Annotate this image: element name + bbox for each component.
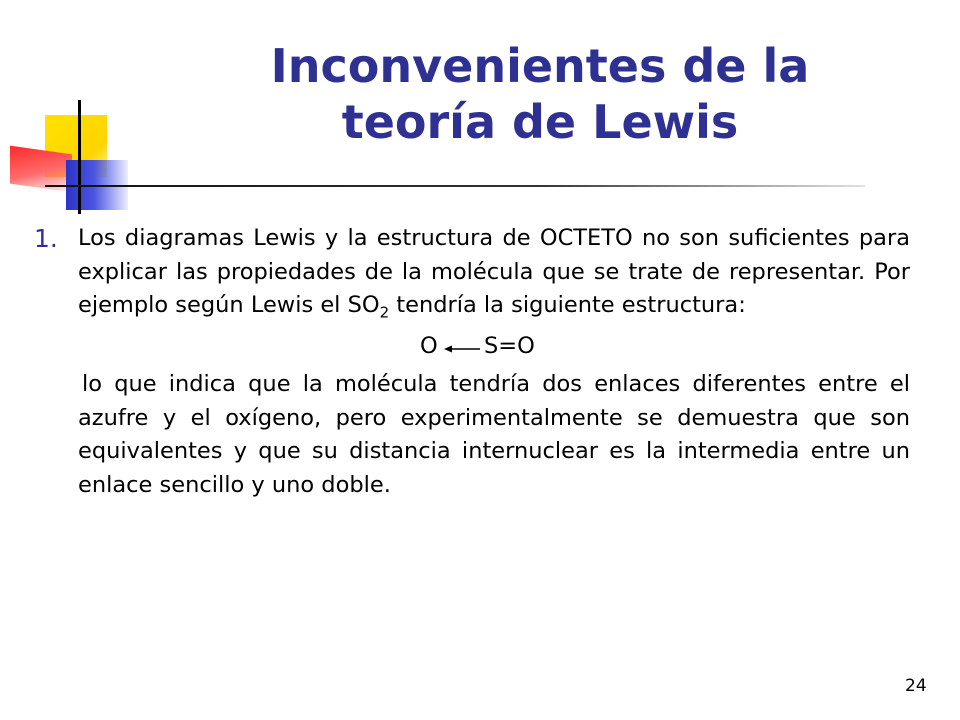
paragraph-2: lo que indica que la molécula tendría dos enlaces diferentes entre el azufre y el oxígeno, pero experimentalmente se demuestra que son equivalentes y que su distancia internuclear es la intermedia entre un enlace sencillo y uno doble. (78, 371, 910, 498)
paragraph-1-end: tendría la siguiente estructura: (389, 292, 746, 318)
formula-oxygen-left: O (420, 333, 438, 359)
paragraph-1 (78, 222, 910, 330)
title-line-2: teoría de Lewis (341, 95, 739, 149)
formula-sulfur-double-oxygen: S=O (484, 333, 535, 359)
title-line-1: Inconvenientes de la (270, 39, 810, 93)
item-number: 1. (34, 224, 58, 253)
numbered-item (34, 222, 910, 330)
slide-title (180, 38, 900, 150)
page-number: 24 (905, 676, 927, 696)
subscript-2: 2 (379, 303, 390, 322)
title-underline (45, 185, 865, 187)
paragraph-1-main: Los diagramas Lewis y la estructura de OCTETO no son suficientes para explicar las propiedades de la molécula que se trate de representar. Por ejemplo según Lewis el SO (78, 225, 910, 318)
lewis-formula (78, 330, 910, 368)
decorative-vertical-line (78, 100, 81, 214)
dative-bond-arrow-icon (443, 338, 481, 360)
slide-body (34, 222, 910, 502)
